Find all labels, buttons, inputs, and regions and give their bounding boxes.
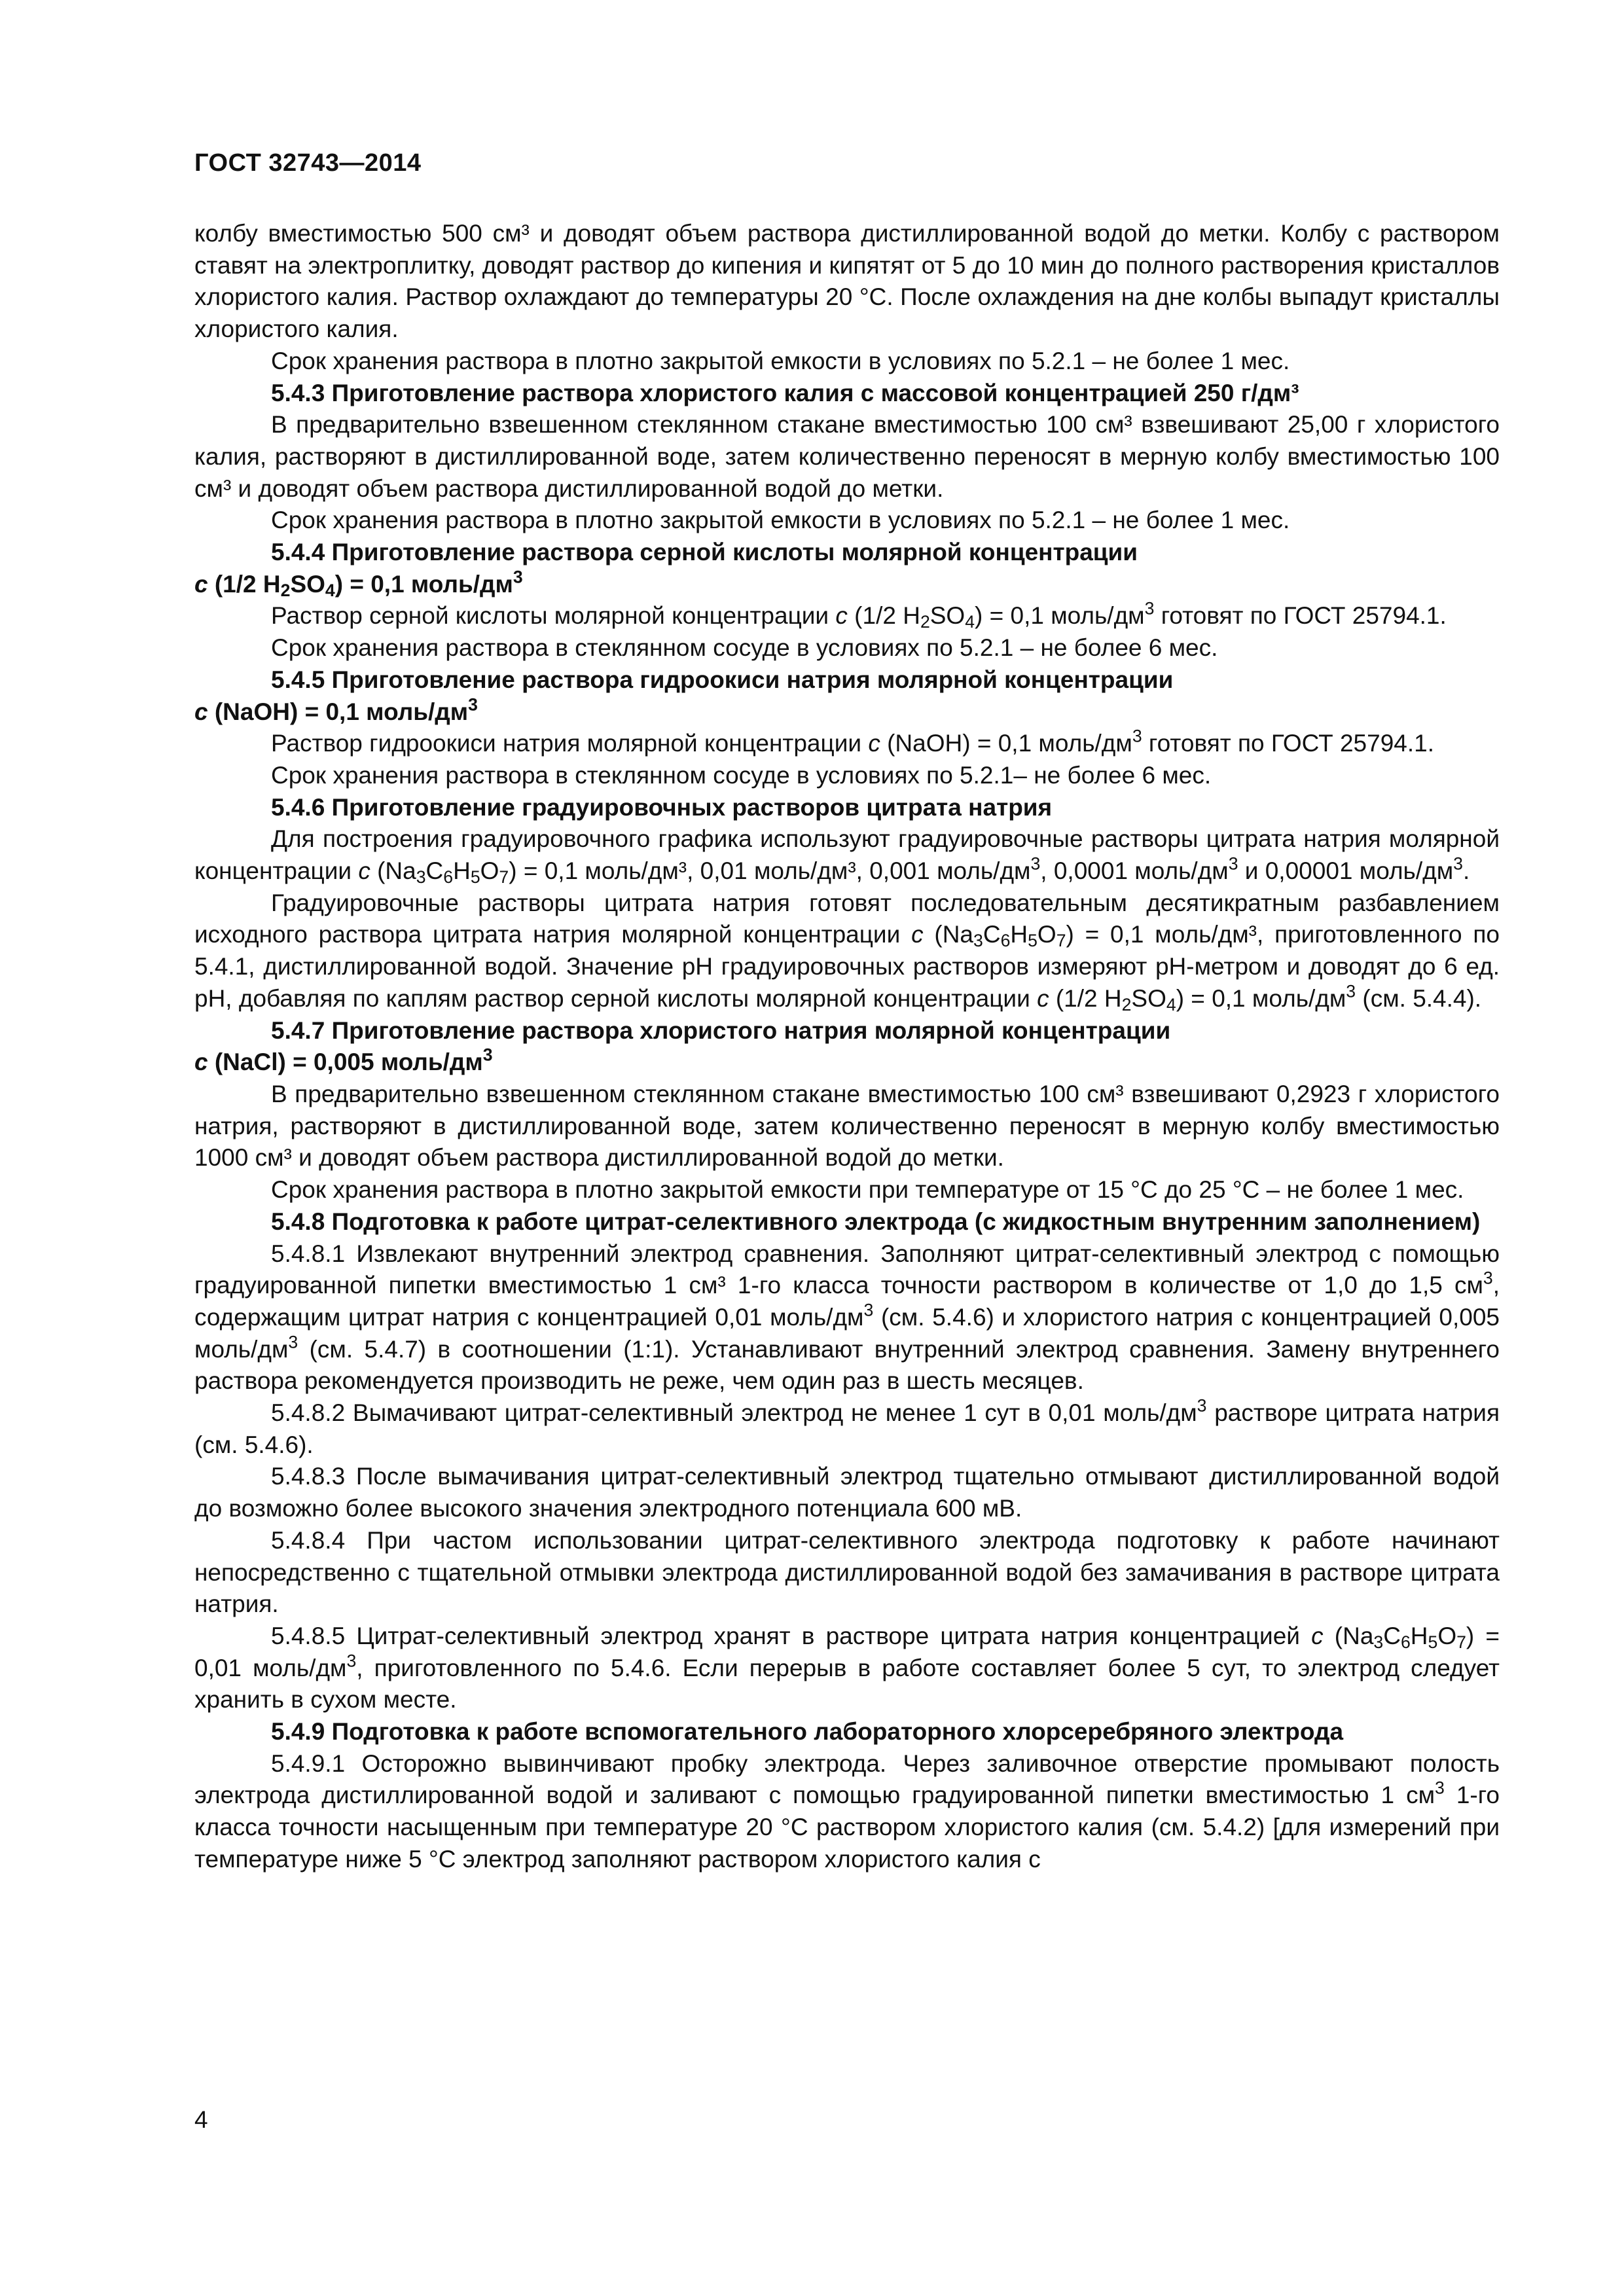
paragraph: 5.4.8.5 Цитрат-селективный электрод хранят в растворе цитрата натрия концентрацией с $(Na_3C_6H_5O_7) = 0,01$ моль/$дм^3$, приготовленного по 5.4.6. Если перерыв в работе составляет более 5 сут, то электрод следует хранить в сухом месте. [194,1622,1500,1713]
page-number: 4 [194,2106,208,2133]
paragraph: 5.4.8.2 Вымачивают цитрат-селективный электрод не менее 1 сут в 0,01 моль/$дм^3$ растворе цитрата натрия (см. 5.4.6). [194,1395,1500,1458]
paragraph: Срок хранения раствора в стеклянном сосуде в условиях по 5.2.1– не более 6 мес. [271,761,1212,789]
paragraph: 5.4.8.3 После вымачивания цитрат-селективный электрод тщательно отмывают дистиллированной водой до возможно более высокого значения электродного потенциала 600 мВ. [194,1463,1500,1522]
paragraph: 5.4.8.1 Извлекают внутренний электрод сравнения. Заполняют цитрат-селективный электрод с помощью градуированной пипетки вместимостью 1 см³ 1-го класса точности раствором в количестве от 1,0 до 1,5 $см^3$, содержащим цитрат натрия с концентрацией 0,01 моль/$дм^3$ (см. 5.4.6) и хлористого натрия с концентрацией 0,005 моль/$дм^3$ (см. 5.4.7) в соотношении (1:1). Устанавливают внутренний электрод сравнения. Замену внутреннего раствора рекомендуется производить не реже, чем один раз в шесть месяцев. [194,1240,1500,1395]
paragraph: Раствор серной кислоты молярной концентрации с (1/2 $H_2SO_4) = 0,1$ моль/$дм^3$ готовят по ГОСТ 25794.1. [271,598,1447,632]
section-heading-5-4-5: 5.4.5 Приготовление раствора гидроокиси натрия молярной концентрации с (NaOH) = 0,1 моль/$дм^3$ [194,666,1174,725]
section-heading-5-4-9: 5.4.9 Подготовка к работе вспомогательного лабораторного хлорсеребряного электрода [271,1718,1344,1746]
paragraph: 5.4.9.1 Осторожно вывинчивают пробку электрода. Через заливочное отверстие промывают полость электрода дистиллированной водой и заливают с помощью градуированной пипетки вместимостью 1 $см^3$ 1-го класса точности насыщенным при температуре 20 °С раствором хлористого калия (см. 5.4.2) [для измерений при температуре ниже 5 °С электрод заполняют раствором хлористого калия с [194,1749,1500,1873]
paragraph: Срок хранения раствора в плотно закрытой емкости при температуре от 15 °С до 25 °С – не более 1 мес. [271,1176,1464,1204]
section-heading-5-4-8: 5.4.8 Подготовка к работе цитрат-селективного электрода (с жидкостным внутренним заполнением) [271,1208,1481,1235]
paragraph: Срок хранения раствора в стеклянном сосуде в условиях по 5.2.1 – не более 6 мес. [271,634,1218,662]
paragraph: Срок хранения раствора в плотно закрытой емкости в условиях по 5.2.1 – не более 1 мес. [271,347,1290,374]
paragraph: В предварительно взвешенном стеклянном стакане вместимостью 100 см³ взвешивают 0,2923 г хлористого натрия, растворяют в дистиллированной воде, затем количественно переносят в мерную колбу вместимостью 1000 см³ и доводят объем раствора дистиллированной водой до метки. [194,1080,1500,1172]
paragraph: Срок хранения раствора в плотно закрытой емкости в условиях по 5.2.1 – не более 1 мес. [271,507,1290,534]
section-heading-5-4-7: 5.4.7 Приготовление раствора хлористого натрия молярной концентрации с (NaCl) = 0,005 моль/$дм^3$ [194,1016,1171,1076]
paragraph: колбу вместимостью 500 см³ и доводят объем раствора дистиллированной водой до метки. Колбу с раствором ставят на электроплитку, доводят раствор до кипения и кипятят от 5 до 10 мин до полного растворения кристаллов хлористого калия. Раствор охлаждают до температуры 20 °С. После охлаждения на дне колбы выпадут кристаллы хлористого калия. [194,220,1500,343]
section-heading-5-4-3: 5.4.3 Приготовление раствора хлористого калия с массовой концентрацией 250 г/дм³ [271,379,1299,406]
paragraph: 5.4.8.4 При частом использовании цитрат-селективного электрода подготовку к работе начинают непосредственно с тщательной отмывки электрода дистиллированной водой без замачивания в растворе цитрата натрия. [194,1526,1500,1618]
document-header: ГОСТ 32743—2014 [194,149,422,177]
document-body [194,218,1500,1876]
section-heading-5-4-6: 5.4.6 Приготовление градуировочных растворов цитрата натрия [271,793,1053,821]
section-heading-5-4-4: 5.4.4 Приготовление раствора серной кислоты молярной концентрации c (1/2 $H_2SO_4) = 0,1$ моль/$дм^3$ [194,539,1138,600]
paragraph: Раствор гидроокиси натрия молярной концентрации с (NaOH) = 0,1 моль/$дм^3$ готовят по ГОСТ 25794.1. [271,726,1434,757]
paragraph: Для построения градуировочного графика используют градуировочные растворы цитрата натрия молярной концентрации с $(Na_3C_6H_5O_7) = 0,1$ моль/дм³, 0,01 моль/дм³, 0,001 моль/$дм^3$, 0,0001 моль/$дм^3$ и 0,00001 моль/$дм^3$. [194,825,1500,887]
paragraph: Градуировочные растворы цитрата натрия готовят последовательным десятикратным разбавлением исходного раствора цитрата натрия молярной концентрации с $(Na_3C_6H_5O_7) = 0,1$ моль/дм³, приготовленного по 5.4.1, дистиллированной водой. Значение pH градуировочных растворов измеряют pH-метром и доводят до 6 ед. pH, добавляя по каплям раствор серной кислоты молярной концентрации с (1/2 $H_2SO_4) = 0,1$ моль/$дм^3$ (см. 5.4.4). [194,889,1500,1014]
paragraph: В предварительно взвешенном стеклянном стакане вместимостью 100 см³ взвешивают 25,00 г хлористого калия, растворяют в дистиллированной воде, затем количественно переносят в мерную колбу вместимостью 100 см³ и доводят объем раствора дистиллированной водой до метки. [194,411,1500,502]
